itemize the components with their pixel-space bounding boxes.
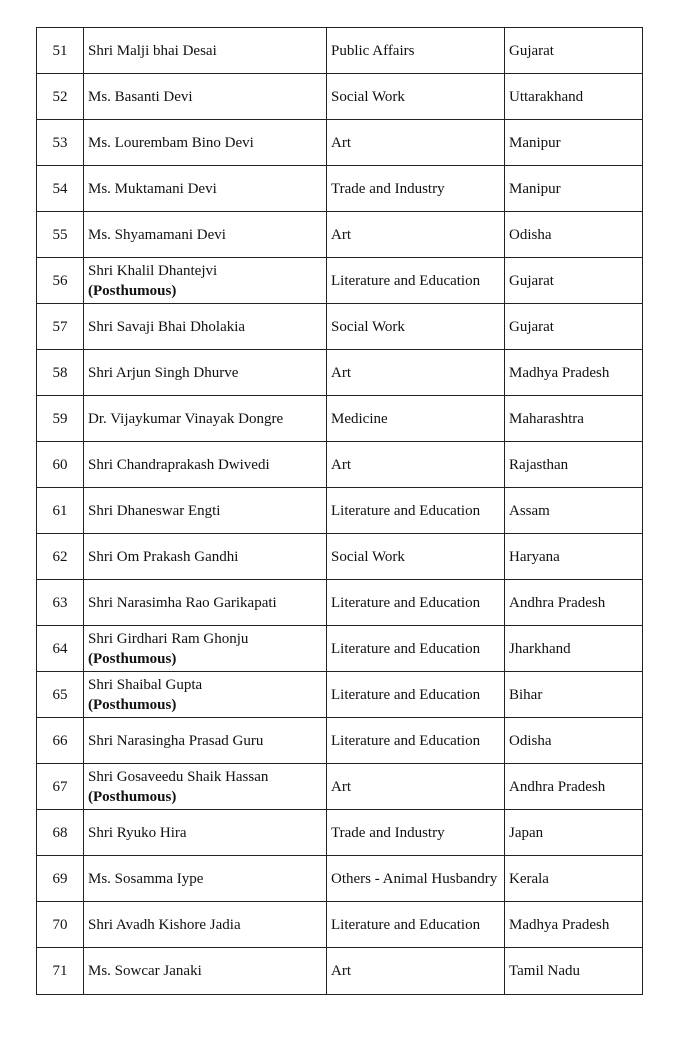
state-cell: Odisha <box>505 212 643 258</box>
serial-number-cell: 70 <box>37 902 84 948</box>
field-cell: Social Work <box>327 534 505 580</box>
awardee-name: Ms. Basanti Devi <box>88 88 193 105</box>
serial-number-cell: 58 <box>37 350 84 396</box>
serial-number-cell: 71 <box>37 948 84 995</box>
awardee-name: Shri Narasingha Prasad Guru <box>88 732 264 749</box>
table-row <box>37 258 643 304</box>
awardee-name: Shri Girdhari Ram Ghonju <box>88 630 249 647</box>
table-row <box>37 764 643 810</box>
serial-number-cell: 67 <box>37 764 84 810</box>
serial-number-cell: 64 <box>37 626 84 672</box>
serial-number-cell: 53 <box>37 120 84 166</box>
serial-number-cell: 56 <box>37 258 84 304</box>
awardee-name: Ms. Muktamani Devi <box>88 180 217 197</box>
awardee-name-cell <box>84 902 327 948</box>
state-cell: Maharashtra <box>505 396 643 442</box>
state-cell: Gujarat <box>505 28 643 74</box>
state-cell: Odisha <box>505 718 643 764</box>
serial-number-cell: 69 <box>37 856 84 902</box>
serial-number-cell: 57 <box>37 304 84 350</box>
table-row <box>37 810 643 856</box>
table-row <box>37 442 643 488</box>
state-cell: Kerala <box>505 856 643 902</box>
state-cell: Tamil Nadu <box>505 948 643 995</box>
state-cell: Madhya Pradesh <box>505 350 643 396</box>
field-cell: Medicine <box>327 396 505 442</box>
posthumous-note: (Posthumous) <box>88 282 177 299</box>
field-cell: Social Work <box>327 304 505 350</box>
table-row <box>37 74 643 120</box>
awardees-table <box>36 27 643 995</box>
field-cell: Literature and Education <box>327 718 505 764</box>
table-row <box>37 488 643 534</box>
field-cell: Others - Animal Husbandry <box>327 856 505 902</box>
table-row <box>37 902 643 948</box>
state-cell: Assam <box>505 488 643 534</box>
state-cell: Andhra Pradesh <box>505 764 643 810</box>
state-cell: Jharkhand <box>505 626 643 672</box>
awardee-name: Dr. Vijaykumar Vinayak Dongre <box>88 410 284 427</box>
serial-number-cell: 66 <box>37 718 84 764</box>
state-cell: Madhya Pradesh <box>505 902 643 948</box>
table-row <box>37 580 643 626</box>
field-cell: Art <box>327 948 505 995</box>
awardee-name-cell <box>84 28 327 74</box>
serial-number-cell: 51 <box>37 28 84 74</box>
serial-number-cell: 68 <box>37 810 84 856</box>
awardee-name-cell <box>84 626 327 672</box>
table-row <box>37 856 643 902</box>
awardee-name-cell <box>84 304 327 350</box>
table-row <box>37 304 643 350</box>
awardee-name: Shri Ryuko Hira <box>88 824 187 841</box>
state-cell: Gujarat <box>505 304 643 350</box>
awardee-name-cell <box>84 74 327 120</box>
awardee-name-cell <box>84 672 327 718</box>
field-cell: Art <box>327 212 505 258</box>
posthumous-note: (Posthumous) <box>88 696 177 713</box>
serial-number-cell: 60 <box>37 442 84 488</box>
awardee-name: Ms. Lourembam Bino Devi <box>88 134 254 151</box>
serial-number-cell: 63 <box>37 580 84 626</box>
awardee-name: Shri Arjun Singh Dhurve <box>88 364 239 381</box>
serial-number-cell: 54 <box>37 166 84 212</box>
awardee-name: Shri Savaji Bhai Dholakia <box>88 318 246 335</box>
awardee-name-cell <box>84 534 327 580</box>
serial-number-cell: 62 <box>37 534 84 580</box>
serial-number-cell: 65 <box>37 672 84 718</box>
table-row <box>37 212 643 258</box>
table-row <box>37 534 643 580</box>
awardee-name: Shri Om Prakash Gandhi <box>88 548 239 565</box>
awardee-name: Ms. Sowcar Janaki <box>88 963 202 979</box>
field-cell: Trade and Industry <box>327 166 505 212</box>
awardee-name-cell <box>84 718 327 764</box>
awardee-name: Ms. Sosamma Iype <box>88 870 204 887</box>
awardees-table-body <box>37 28 643 995</box>
awardee-name-cell <box>84 212 327 258</box>
serial-number-cell: 59 <box>37 396 84 442</box>
awardee-name-cell <box>84 120 327 166</box>
field-cell: Literature and Education <box>327 258 505 304</box>
awardee-name-cell <box>84 488 327 534</box>
awardee-name-cell <box>84 764 327 810</box>
field-cell: Literature and Education <box>327 902 505 948</box>
state-cell: Manipur <box>505 166 643 212</box>
table-row <box>37 626 643 672</box>
awardee-name: Shri Avadh Kishore Jadia <box>88 916 241 933</box>
field-cell: Social Work <box>327 74 505 120</box>
field-cell: Art <box>327 442 505 488</box>
awardee-name-cell <box>84 258 327 304</box>
posthumous-note: (Posthumous) <box>88 788 177 805</box>
field-cell: Literature and Education <box>327 488 505 534</box>
state-cell: Uttarakhand <box>505 74 643 120</box>
serial-number-cell: 61 <box>37 488 84 534</box>
table-row <box>37 672 643 718</box>
awardee-name: Shri Khalil Dhantejvi <box>88 262 218 279</box>
serial-number-cell: 55 <box>37 212 84 258</box>
state-cell: Gujarat <box>505 258 643 304</box>
awardee-name: Shri Narasimha Rao Garikapati <box>88 594 277 611</box>
awardee-name-cell <box>84 396 327 442</box>
table-row <box>37 28 643 74</box>
state-cell: Bihar <box>505 672 643 718</box>
state-cell: Rajasthan <box>505 442 643 488</box>
awardee-name: Shri Malji bhai Desai <box>88 42 217 59</box>
awardee-name: Ms. Shyamamani Devi <box>88 226 226 243</box>
awardee-name: Shri Chandraprakash Dwivedi <box>88 456 270 473</box>
awardee-name-cell <box>84 856 327 902</box>
posthumous-note: (Posthumous) <box>88 650 177 667</box>
field-cell: Art <box>327 350 505 396</box>
awardee-name: Shri Shaibal Gupta <box>88 676 203 693</box>
awardee-name-cell <box>84 442 327 488</box>
state-cell: Japan <box>505 810 643 856</box>
awardee-name-cell <box>84 810 327 856</box>
field-cell: Literature and Education <box>327 580 505 626</box>
awardee-name: Shri Dhaneswar Engti <box>88 502 221 519</box>
state-cell: Andhra Pradesh <box>505 580 643 626</box>
awardee-name-cell <box>84 948 327 995</box>
field-cell: Public Affairs <box>327 28 505 74</box>
field-cell: Art <box>327 120 505 166</box>
state-cell: Manipur <box>505 120 643 166</box>
serial-number-cell: 52 <box>37 74 84 120</box>
awardee-name: Shri Gosaveedu Shaik Hassan <box>88 768 269 785</box>
table-row <box>37 120 643 166</box>
table-row <box>37 166 643 212</box>
awardee-name-cell <box>84 580 327 626</box>
awardee-name-cell <box>84 350 327 396</box>
field-cell: Literature and Education <box>327 626 505 672</box>
field-cell: Art <box>327 764 505 810</box>
table-row <box>37 350 643 396</box>
field-cell: Trade and Industry <box>327 810 505 856</box>
table-row <box>37 396 643 442</box>
table-row <box>37 948 643 995</box>
table-row <box>37 718 643 764</box>
awardee-name-cell <box>84 166 327 212</box>
field-cell: Literature and Education <box>327 672 505 718</box>
state-cell: Haryana <box>505 534 643 580</box>
